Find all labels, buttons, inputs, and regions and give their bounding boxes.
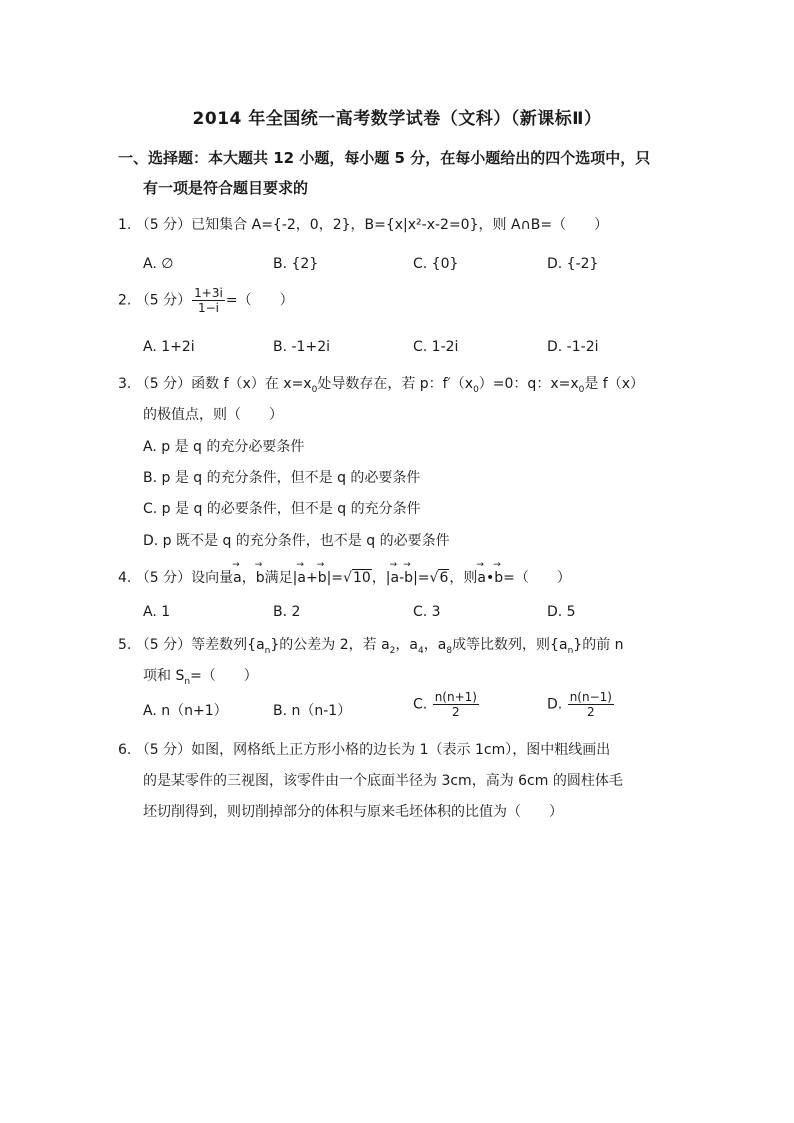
q4-dot: • [485,570,495,586]
vector-a: → a [391,570,400,586]
q5-text-b: }的公差为 2，若 a [270,637,390,653]
q3-text-a: 3. （5 分）函数 f（x）在 x=x [118,376,312,392]
sqrt-10: 10 [352,570,371,586]
q4-plus: + [305,570,318,586]
q5-text-d: }的前 n [573,637,624,653]
q4-cond1b: |= [326,570,344,586]
page-title: 2014 年全国统一高考数学试卷（文科）（新课标Ⅱ） [192,109,602,129]
frac-denominator: 2 [452,705,460,719]
q2-option-d: D. -1-2i [547,339,599,355]
q4-sep: ， [241,570,256,586]
question-4-text: 4. （5 分）设向量→ a，→ b满足|→ a+→ b|=√10，|→ a-→ b|=√6，则→ a•→ b=（ ） [118,567,571,587]
sub-n: n [184,676,191,687]
question-3-line1 [118,373,644,395]
question-1-text: 1. （5 分）已知集合 A={-2，0，2}，B={x|x²-x-2=0}，则 A∩B=（ ） [118,217,609,233]
q2-suffix: =（ ） [225,292,294,309]
vector-a: → a [233,570,242,586]
q3-text-c: ）=0：q：x=x [478,376,579,392]
q5-text-c: 成等比数列，则{a [452,637,568,653]
section-heading-line2: 有一项是符合题目要求的 [143,179,309,197]
question-3-line2: 的极值点，则（ ） [143,407,283,423]
vector-b: → b [256,570,265,586]
q5-option-c [413,690,480,719]
q2-option-c: C. 1-2i [413,339,459,355]
q4-option-a: A. 1 [143,604,171,620]
q5-option-d-fraction [568,690,614,719]
sub-n: n [264,645,271,656]
q3-text-d: 是 f（x） [584,376,645,392]
q3-option-a: A. p 是 q 的充分必要条件 [143,439,305,455]
vector-a: → a [297,570,306,586]
vector-b: → b [404,570,413,586]
sub-2: 2 [389,645,396,656]
q5-option-d [547,690,615,719]
q3-sub-0: 0 [578,384,585,395]
q4-cond3: ，则 [449,570,478,586]
q3-option-b: B. p 是 q 的充分条件，但不是 q 的必要条件 [143,470,421,486]
q4-cond2a: ，| [371,570,391,586]
q2-option-a: A. 1+2i [143,339,195,355]
question-5-line1 [118,634,624,656]
q5-text-e: 项和 S [143,668,185,684]
q2-option-b: B. -1+2i [273,339,330,355]
section-heading-line1: 一、选择题：本大题共 12 小题，每小题 5 分，在每小题给出的四个选项中，只 [118,149,651,167]
question-5-line2 [143,665,258,687]
q5-option-d-label: D. [547,696,563,713]
q3-option-c: C. p 是 q 的必要条件，但不是 q 的充分条件 [143,501,421,517]
frac-numerator: n(n+1) [434,690,477,704]
q1-option-b: B. {2} [273,256,319,272]
q4-option-b: B. 2 [273,604,301,620]
q1-option-c: C. {0} [413,256,459,272]
q5-option-c-label: C. [413,696,428,713]
q1-option-d: D. {-2} [547,256,599,272]
q4-option-c: C. 3 [413,604,441,620]
vector-b: → b [494,570,503,586]
question-6-line3: 坯切削得到，则切削掉部分的体积与原来毛坯体积的比值为（ ） [143,804,563,820]
q3-sub-0: 0 [311,384,318,395]
vector-b: → b [318,570,327,586]
q2-fraction [192,286,225,315]
q4-cond1a: 满足| [264,570,298,586]
q3-sub-0: 0 [473,384,479,395]
q5-text-a: 5. （5 分）等差数列{a [118,637,265,653]
sub-8: 8 [446,645,453,656]
q4-option-d: D. 5 [547,604,576,620]
q4-end: =（ ） [503,570,571,586]
q2-frac-numerator: 1+3i [194,286,223,300]
question-6-line2: 的是某零件的三视图，该零件由一个底面半径为 3cm，高为 6cm 的圆柱体毛 [143,773,623,789]
q5-comma: ，a [395,637,418,653]
q5-text-f: =（ ） [190,668,258,684]
frac-denominator: 2 [587,705,595,719]
sqrt-6: 6 [439,570,449,586]
q5-option-c-fraction [433,690,479,719]
q5-option-a: A. n（n+1） [143,703,228,719]
q3-text-b: 处导数存在，若 p：f′（x [317,376,474,392]
q5-option-b: B. n（n-1） [273,703,352,719]
q2-frac-denominator: 1−i [197,301,220,315]
q4-prefix: 4. （5 分）设向量 [118,570,234,586]
q4-minus: - [399,570,405,586]
question-2-text [118,286,294,315]
q3-option-d: D. p 既不是 q 的充分条件，也不是 q 的必要条件 [143,533,450,549]
sub-n: n [567,645,574,656]
frac-numerator: n(n−1) [569,690,612,704]
question-6-line1: 6. （5 分）如图，网格纸上正方形小格的边长为 1（表示 1cm），图中粗线画出 [118,742,611,758]
q4-cond2b: |= [413,570,430,586]
vector-a: → a [477,570,486,586]
q1-option-a: A. ∅ [143,256,174,272]
sub-4: 4 [418,645,424,656]
q2-prefix: 2. （5 分） [118,292,192,309]
q5-comma: ，a [423,637,447,653]
